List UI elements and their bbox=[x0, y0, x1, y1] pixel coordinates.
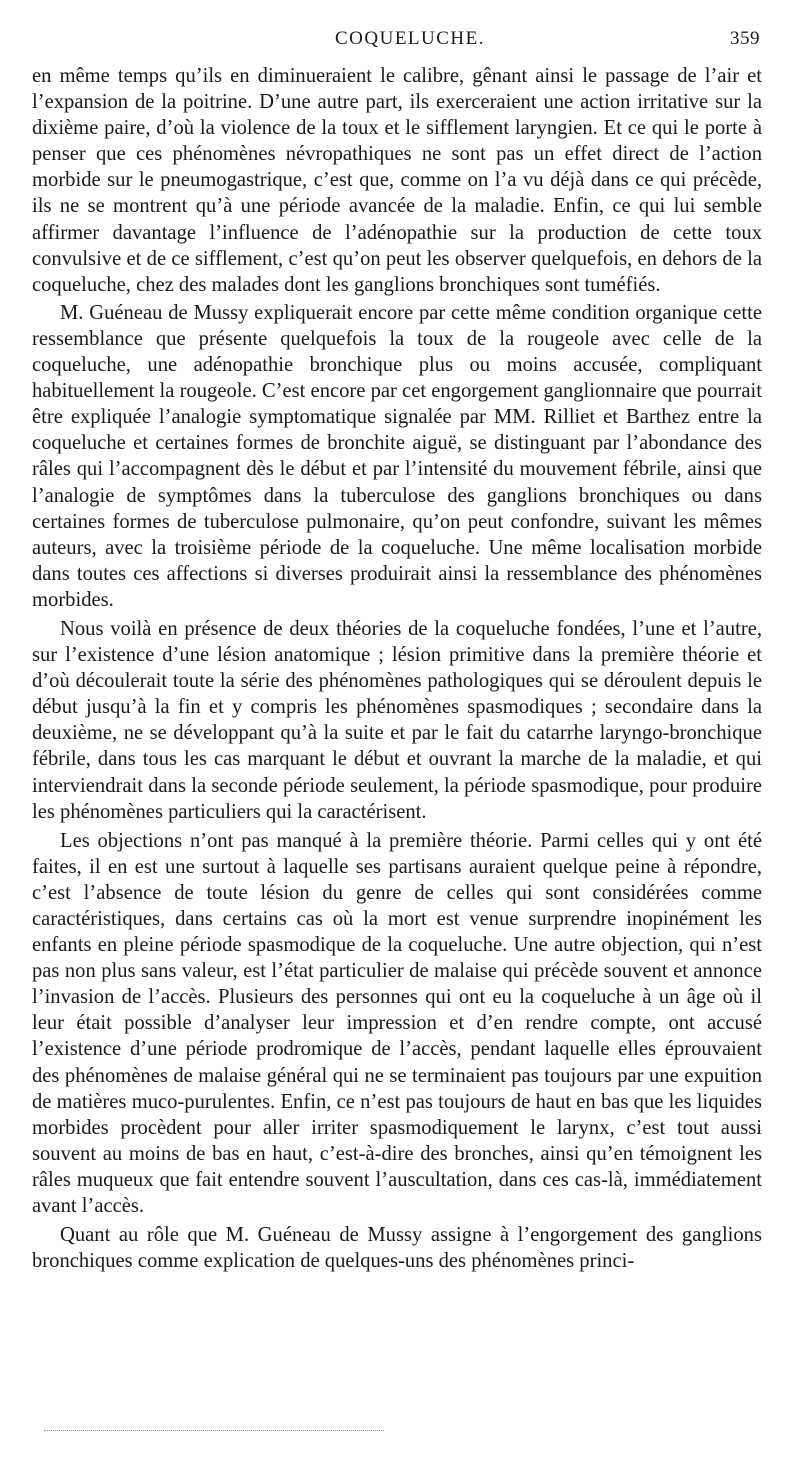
page-number: 359 bbox=[730, 28, 760, 49]
paragraph-two-theories: Nous voilà en présence de deux théories de la coqueluche fondées, l’une et l’autre, sur l’existence d’une lésion anatomique ; lésion primitive dans la première théorie et d’où découlerait toute la série des phénomènes pathologiques qui se déroulent depuis le début jusqu’à la fin et y compris les phénomènes spasmodiques ; secondaire dans la deuxième, ne se développant qu’à la suite et par le fait du catarrhe laryngo-bronchique fébrile, dans tous les cas marquant le début et ouvrant la marche de la maladie, et qui interviendrait dans la seconde période seulement, la période spasmodique, pour produire les phénomènes particuliers qui la caractérisent. bbox=[32, 617, 762, 823]
running-head bbox=[60, 28, 760, 58]
footer-rule bbox=[44, 1430, 384, 1431]
body-text bbox=[32, 63, 762, 1276]
paragraph-objections: Les objections n’ont pas manqué à la première théorie. Parmi celles qui y ont été faites, il en est une surtout à laquelle ses partisans auraient quelque peine à répondre, c’est l’absence de toute lésion du genre de celles qui sont considérées comme caractéristiques, dans certains cas où la mort est venue surprendre inopinément les enfants en pleine période spasmodique de la coqueluche. Une autre objection, qui n’est pas non plus sans valeur, est l’état particulier de malaise qui précède souvent et annonce l’invasion de l’accès. Plusieurs des personnes qui ont eu la coqueluche à un âge où il leur était possible d’analyser leur impression et d’en rendre compte, ont accusé l’existence d’une période prodromique de l’accès, pendant laquelle elles éprouvaient des phénomènes de malaise général qui ne se terminaient pas toujours par une expuition de matières muco-purulentes. Enfin, ce n’est pas toujours de haut en bas que les liquides morbides procèdent pour aller irriter spasmodiquement le larynx, c’est tout aussi souvent au moins de bas en haut, c’est-à-dire des bronches, ainsi qu’en témoignent les râles muqueux que fait entendre souvent l’auscultation, dans ces cas-là, immédiatement avant l’accès. bbox=[32, 829, 762, 1218]
paragraph-gueneau-adenopathy: M. Guéneau de Mussy expliquerait encore par cette même condition organique cette ressemblance que présente quelquefois la toux de la rougeole avec celle de la coqueluche, une adénopathie bronchique plus ou moins accusée, compliquant habituellement la rougeole. C’est encore par cet engorgement ganglionnaire que pourrait être expliquée l’analogie symptomatique signalée par MM. Rilliet et Barthez entre la coqueluche et certaines formes de bronchite aiguë, se distinguant par l’abondance des râles qui l’accompagnent dès le début et par l’intensité du mouvement fébrile, ainsi que l’analogie de symptômes dans la tuberculose des ganglions bronchiques ou dans certaines formes de tuberculose pulmonaire, qu’on peut confondre, suivant les mêmes auteurs, avec la troisième période de la coqueluche. Une même localisation morbide dans toutes ces affections si diverses produirait ainsi la ressemblance des phénomènes morbides. bbox=[32, 301, 762, 611]
paragraph-role-bronchial-glands: Quant au rôle que M. Guéneau de Mussy assigne à l’engorgement des ganglions bronchiques comme explication de quelques-uns des phénomènes princi- bbox=[32, 1224, 762, 1273]
paragraph-continuation: en même temps qu’ils en diminueraient le calibre, gênant ainsi le passage de l’air et l’expansion de la poitrine. D’une autre part, ils exerceraient une action irritative sur la dixième paire, d’où la violence de la toux et le sifflement laryngien. Et ce qui le porte à penser que ces phénomènes névropathiques ne sont pas un effet direct de l’action morbide sur le pneumogastrique, c’est que, comme on l’a vu déjà dans ce qui précède, ils ne se montrent qu’à une période avancée de la maladie. Enfin, ce qui lui semble affirmer davantage l’influence de l’adénopathie sur la production de cette toux convulsive et de ce sifflement, c’est qu’on peut les observer quelquefois, en dehors de la coqueluche, chez des malades dont les ganglions bronchiques sont tuméfiés. bbox=[32, 65, 762, 296]
running-title: COQUELUCHE. bbox=[334, 28, 486, 49]
